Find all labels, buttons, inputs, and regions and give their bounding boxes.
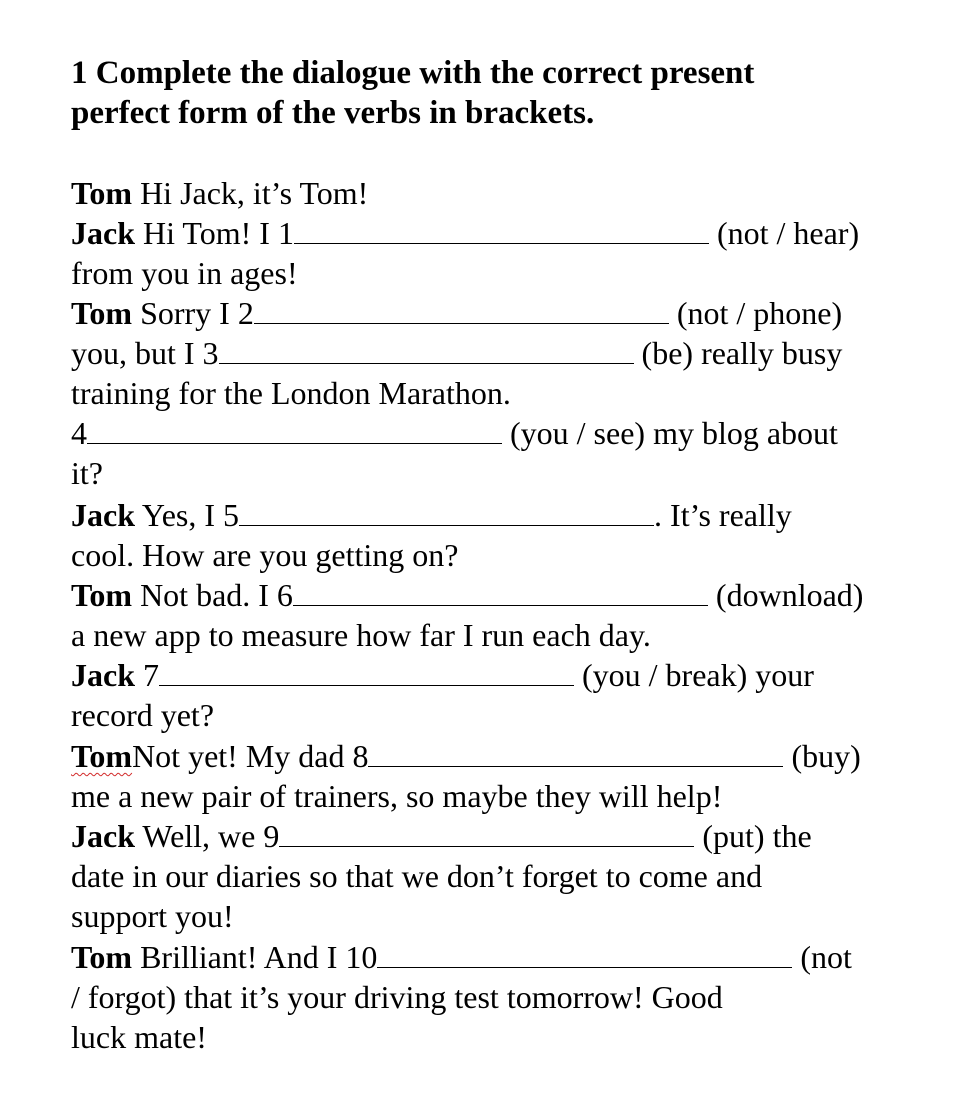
line-text: training for the London Marathon. bbox=[71, 375, 511, 411]
line-text: 7 bbox=[135, 657, 159, 693]
line-text: Not yet! My dad 8 bbox=[132, 738, 369, 774]
speaker-label: Tom bbox=[71, 577, 133, 613]
dialogue-line-19 bbox=[71, 896, 234, 936]
answer-blank-8[interactable] bbox=[368, 742, 783, 767]
verb-hint: (buy) bbox=[783, 738, 861, 774]
line-text: a new app to measure how far I run each day. bbox=[71, 617, 651, 653]
answer-blank-3[interactable] bbox=[219, 339, 634, 364]
line-text: Brilliant! And I 10 bbox=[132, 939, 378, 975]
exercise-instruction bbox=[71, 53, 931, 133]
line-text: cool. How are you getting on? bbox=[71, 537, 459, 573]
dialogue-line-7 bbox=[71, 413, 838, 453]
answer-blank-4[interactable] bbox=[87, 419, 502, 444]
line-text: Sorry I 2 bbox=[132, 295, 254, 331]
dialogue-line-1 bbox=[71, 173, 368, 213]
dialogue-line-20 bbox=[71, 937, 852, 977]
speaker-label: Jack bbox=[71, 215, 135, 251]
answer-blank-10[interactable] bbox=[377, 943, 792, 968]
answer-blank-2[interactable] bbox=[254, 299, 669, 324]
line-text: / forgot) that it’s your driving test tomorrow! Good bbox=[71, 979, 723, 1015]
answer-blank-5[interactable] bbox=[239, 501, 654, 526]
dialogue-line-17 bbox=[71, 816, 812, 856]
speaker-label: Jack bbox=[71, 657, 135, 693]
answer-blank-9[interactable] bbox=[279, 822, 694, 847]
dialogue-line-2 bbox=[71, 213, 859, 253]
speaker-label: Tom bbox=[71, 295, 133, 331]
speaker-label: Jack bbox=[71, 497, 135, 533]
dialogue-line-9 bbox=[71, 495, 792, 535]
verb-hint: (download) bbox=[707, 577, 864, 613]
answer-blank-6[interactable] bbox=[293, 581, 708, 606]
dialogue-line-22 bbox=[71, 1017, 207, 1057]
line-text: from you in ages! bbox=[71, 255, 298, 291]
line-text: support you! bbox=[71, 898, 234, 934]
dialogue-line-5 bbox=[71, 333, 842, 373]
line-text: date in our diaries so that we don’t forget to come and bbox=[71, 858, 763, 894]
dialogue-line-16 bbox=[71, 776, 722, 816]
dialogue-line-3 bbox=[71, 253, 298, 293]
speaker-label: Tom bbox=[71, 939, 133, 975]
line-text: you, but I 3 bbox=[71, 335, 219, 371]
line-text: Hi Tom! I 1 bbox=[135, 215, 294, 251]
speaker-label: Tom bbox=[71, 175, 133, 211]
dialogue-line-4 bbox=[71, 293, 842, 333]
line-text: Well, we 9 bbox=[135, 818, 280, 854]
dialogue-line-8 bbox=[71, 453, 103, 493]
line-text: record yet? bbox=[71, 697, 215, 733]
answer-blank-1[interactable] bbox=[294, 219, 709, 244]
dialogue-line-11 bbox=[71, 575, 863, 615]
dialogue-line-10 bbox=[71, 535, 458, 575]
verb-hint: (not / phone) bbox=[668, 295, 843, 331]
dialogue-line-21 bbox=[71, 977, 723, 1017]
dialogue-line-13 bbox=[71, 655, 814, 695]
verb-hint: (not bbox=[792, 939, 852, 975]
dialogue-line-14 bbox=[71, 695, 214, 735]
answer-blank-7[interactable] bbox=[159, 661, 574, 686]
speaker-label: Jack bbox=[71, 818, 135, 854]
speaker-label: Tom bbox=[71, 738, 133, 774]
line-text: 4 bbox=[71, 415, 87, 451]
verb-hint: (put) the bbox=[694, 818, 812, 854]
verb-hint: (you / see) my blog about bbox=[502, 415, 838, 451]
instruction-line-1: 1 Complete the dialogue with the correct present bbox=[71, 55, 755, 91]
line-text: me a new pair of trainers, so maybe they will help! bbox=[71, 778, 723, 814]
line-text: Hi Jack, it’s Tom! bbox=[132, 175, 369, 211]
dialogue-line-12 bbox=[71, 615, 651, 655]
line-text: it? bbox=[71, 455, 103, 491]
line-text: luck mate! bbox=[71, 1019, 207, 1055]
line-text: Yes, I 5 bbox=[135, 497, 240, 533]
instruction-line-2: perfect form of the verbs in brackets. bbox=[71, 95, 595, 131]
verb-hint: (be) really busy bbox=[633, 335, 843, 371]
verb-hint: (you / break) your bbox=[574, 657, 814, 693]
dialogue-line-15 bbox=[71, 736, 861, 776]
line-text: Not bad. I 6 bbox=[132, 577, 293, 613]
line-text: . It’s really bbox=[654, 497, 792, 533]
verb-hint: (not / hear) bbox=[708, 215, 860, 251]
dialogue-line-6 bbox=[71, 373, 511, 413]
dialogue-line-18 bbox=[71, 856, 762, 896]
